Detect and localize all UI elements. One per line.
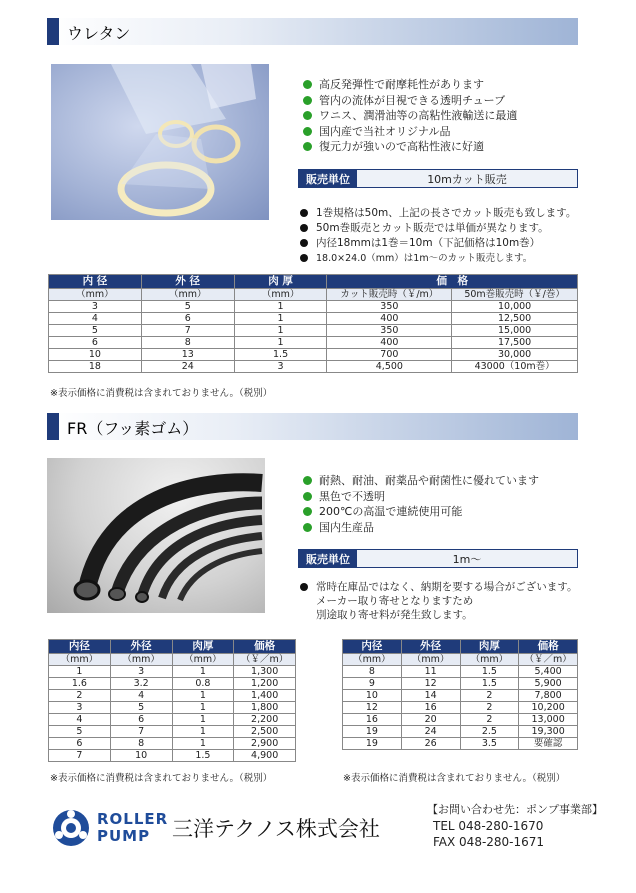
cell: 1.6 (49, 678, 111, 690)
col-subheader: （mm） (234, 289, 327, 301)
table-row (343, 726, 578, 738)
cell: 13 (141, 349, 234, 361)
cell: 5 (49, 325, 142, 337)
cell: 1 (172, 738, 234, 750)
header-accent-bar (47, 413, 59, 440)
col-header: 価格 (234, 640, 296, 654)
table-row (49, 301, 578, 313)
contact-block (427, 802, 603, 850)
sales-unit-value: 1m～ (357, 550, 577, 567)
col-subheader: （￥／m） (234, 654, 296, 666)
sales-unit-value: 10mカット販売 (357, 170, 577, 187)
table-row (49, 738, 296, 750)
col-subheader: （mm） (343, 654, 402, 666)
cell: 26 (401, 738, 460, 750)
col-subheader: （mm） (49, 289, 142, 301)
note-item: 常時在庫品ではなく、納期を要する場合がございます。 (298, 580, 577, 594)
cell: 4,900 (234, 750, 296, 762)
cell: 3 (234, 361, 327, 373)
fr-notes (298, 580, 577, 622)
cell: 要確認 (519, 738, 578, 750)
sales-unit-label: 販売単位 (299, 170, 357, 187)
table-row (343, 666, 578, 678)
fr-price-table-right (342, 639, 578, 750)
company-name: 三洋テクノス株式会社 (172, 817, 380, 841)
feature-item: 管内の流体が目視できる透明チューブ (301, 93, 517, 109)
note-item: 1巻規格は50m、上記の長さでカット販売も致します。 (298, 206, 576, 221)
table-row (49, 325, 578, 337)
note-item: 18.0×24.0（mm）は1m～のカット販売します。 (298, 251, 576, 266)
table-row (49, 666, 296, 678)
feature-item: 高反発弾性で耐摩耗性があります (301, 77, 517, 93)
cell: 2,500 (234, 726, 296, 738)
cell: 13,000 (519, 714, 578, 726)
contact-tel: TEL 048-280-1670 (433, 819, 544, 833)
cell: 7 (49, 750, 111, 762)
cell: 2,900 (234, 738, 296, 750)
cell: 1.5 (460, 678, 519, 690)
col-header: 内径 (49, 640, 111, 654)
feature-item: 耐熱、耐油、耐薬品や耐菌性に優れています (301, 473, 539, 489)
cell: 1 (234, 301, 327, 313)
cell: 2,200 (234, 714, 296, 726)
cell: 19,300 (519, 726, 578, 738)
cell: 7 (110, 726, 172, 738)
col-header: 肉厚 (172, 640, 234, 654)
cell: 43000（10m巻） (452, 361, 578, 373)
cell: 18 (49, 361, 142, 373)
note-item: 50m巻販売とカット販売では単価が異なります。 (298, 221, 576, 236)
col-header: 内 径 (49, 275, 142, 289)
urethane-price-table (48, 274, 578, 373)
cell: 2 (460, 714, 519, 726)
cell: 2.5 (460, 726, 519, 738)
cell: 12,500 (452, 313, 578, 325)
cell: 30,000 (452, 349, 578, 361)
feature-item: 国内生産品 (301, 520, 539, 536)
cell: 1 (49, 666, 111, 678)
cell: 20 (401, 714, 460, 726)
cell: 3.5 (460, 738, 519, 750)
feature-item: 200℃の高温で連続使用可能 (301, 504, 539, 520)
cell: 3 (49, 702, 111, 714)
table-row (49, 313, 578, 325)
cell: 5,400 (519, 666, 578, 678)
cell: 1,300 (234, 666, 296, 678)
feature-item: ワニス、潤滑油等の高粘性液輸送に最適 (301, 108, 517, 124)
sales-unit-label: 販売単位 (299, 550, 357, 567)
table-row (343, 690, 578, 702)
table-row (343, 714, 578, 726)
cell: 10 (343, 690, 402, 702)
tax-note: ※表示価格に消費税は含まれておりません。（税別） (50, 773, 273, 784)
cell: 1 (172, 666, 234, 678)
cell: 10,200 (519, 702, 578, 714)
table-row (49, 750, 296, 762)
contact-title: 【お問い合わせ先：ポンプ事業部】 (427, 803, 603, 816)
table-row (49, 702, 296, 714)
header-accent-bar (47, 18, 59, 45)
cell: 7 (141, 325, 234, 337)
urethane-tube-photo (51, 64, 269, 220)
logo-text-pump: PUMP (97, 827, 151, 845)
contact-fax: FAX 048-280-1671 (433, 835, 545, 849)
roller-pump-logo (51, 808, 171, 848)
cell: 2 (49, 690, 111, 702)
cell: 5,900 (519, 678, 578, 690)
cell: 7,800 (519, 690, 578, 702)
fr-feature-list (301, 473, 539, 535)
cell: 8 (141, 337, 234, 349)
table-row (49, 678, 296, 690)
table-row (49, 726, 296, 738)
urethane-feature-list (301, 77, 517, 155)
cell: 10 (110, 750, 172, 762)
cell: 1.5 (460, 666, 519, 678)
table-row (343, 678, 578, 690)
cell: 350 (327, 325, 452, 337)
table-row (49, 361, 578, 373)
col-subheader: カット販売時（￥/m） (327, 289, 452, 301)
cell: 5 (49, 726, 111, 738)
cell: 9 (343, 678, 402, 690)
col-subheader: 50m巻販売時（￥/巻） (452, 289, 578, 301)
table-row (49, 690, 296, 702)
cell: 2 (460, 702, 519, 714)
section-title: ウレタン (67, 24, 131, 43)
feature-item: 復元力が強いので高粘性液に好適 (301, 139, 517, 155)
table-row (49, 714, 296, 726)
cell: 3 (49, 301, 142, 313)
cell: 4 (110, 690, 172, 702)
cell: 1 (172, 726, 234, 738)
feature-item: 国内産で当社オリジナル品 (301, 124, 517, 140)
cell: 400 (327, 337, 452, 349)
cell: 12 (401, 678, 460, 690)
fr-price-table-left (48, 639, 296, 762)
cell: 1.5 (172, 750, 234, 762)
col-header: 肉厚 (460, 640, 519, 654)
cell: 1 (234, 313, 327, 325)
cell: 19 (343, 726, 402, 738)
note-item: メーカー取り寄せとなりますため (316, 595, 474, 607)
cell: 24 (141, 361, 234, 373)
cell: 12 (343, 702, 402, 714)
cell: 400 (327, 313, 452, 325)
cell: 6 (110, 714, 172, 726)
cell: 2 (460, 690, 519, 702)
col-header: 価格 (519, 640, 578, 654)
fr-tube-photo (47, 458, 265, 613)
cell: 1.5 (234, 349, 327, 361)
urethane-tube-illustration (51, 64, 269, 220)
cell: 0.8 (172, 678, 234, 690)
cell: 4 (49, 714, 111, 726)
cell: 5 (110, 702, 172, 714)
tax-note: ※表示価格に消費税は含まれておりません。（税別） (343, 773, 566, 784)
cell: 11 (401, 666, 460, 678)
cell: 1 (234, 337, 327, 349)
cell: 15,000 (452, 325, 578, 337)
col-subheader: （mm） (110, 654, 172, 666)
table-row (343, 738, 578, 750)
cell: 6 (141, 313, 234, 325)
col-subheader: （mm） (172, 654, 234, 666)
cell: 8 (110, 738, 172, 750)
urethane-notes (298, 206, 576, 266)
cell: 8 (343, 666, 402, 678)
cell: 5 (141, 301, 234, 313)
col-subheader: （mm） (49, 654, 111, 666)
col-header: 内径 (343, 640, 402, 654)
cell: 3 (110, 666, 172, 678)
cell: 1 (172, 714, 234, 726)
table-row (49, 337, 578, 349)
cell: 14 (401, 690, 460, 702)
cell: 16 (401, 702, 460, 714)
cell: 1,800 (234, 702, 296, 714)
col-header: 外 径 (141, 275, 234, 289)
col-subheader: （mm） (401, 654, 460, 666)
cell: 350 (327, 301, 452, 313)
cell: 6 (49, 337, 142, 349)
col-subheader: （mm） (460, 654, 519, 666)
cell: 4 (49, 313, 142, 325)
table-row (343, 702, 578, 714)
cell: 10,000 (452, 301, 578, 313)
tax-note: ※表示価格に消費税は含まれておりません。（税別） (50, 388, 273, 399)
note-item: 別途取り寄せ料が発生致します。 (316, 609, 473, 621)
table-row (49, 349, 578, 361)
section-title: FR（フッ素ゴム） (67, 419, 199, 438)
urethane-sales-unit (298, 169, 578, 188)
logo-text-roller: ROLLER (97, 810, 169, 828)
cell: 24 (401, 726, 460, 738)
cell: 19 (343, 738, 402, 750)
col-subheader: （￥／m） (519, 654, 578, 666)
cell: 700 (327, 349, 452, 361)
cell: 16 (343, 714, 402, 726)
cell: 1,400 (234, 690, 296, 702)
col-header: 外径 (401, 640, 460, 654)
cell: 1 (172, 690, 234, 702)
cell: 10 (49, 349, 142, 361)
cell: 3.2 (110, 678, 172, 690)
cell: 4,500 (327, 361, 452, 373)
note-item: 内径18mmは1巻＝10m（下記価格は10m巻） (298, 236, 576, 251)
cell: 1 (234, 325, 327, 337)
col-header: 価 格 (327, 275, 578, 289)
col-header: 肉 厚 (234, 275, 327, 289)
urethane-header (47, 18, 578, 45)
fr-sales-unit (298, 549, 578, 568)
cell: 1,200 (234, 678, 296, 690)
fr-tube-illustration (47, 458, 265, 613)
col-header: 外径 (110, 640, 172, 654)
logo-mark-icon (51, 808, 91, 848)
fr-header (47, 413, 578, 440)
col-subheader: （mm） (141, 289, 234, 301)
feature-item: 黒色で不透明 (301, 489, 539, 505)
cell: 1 (172, 702, 234, 714)
cell: 17,500 (452, 337, 578, 349)
cell: 6 (49, 738, 111, 750)
